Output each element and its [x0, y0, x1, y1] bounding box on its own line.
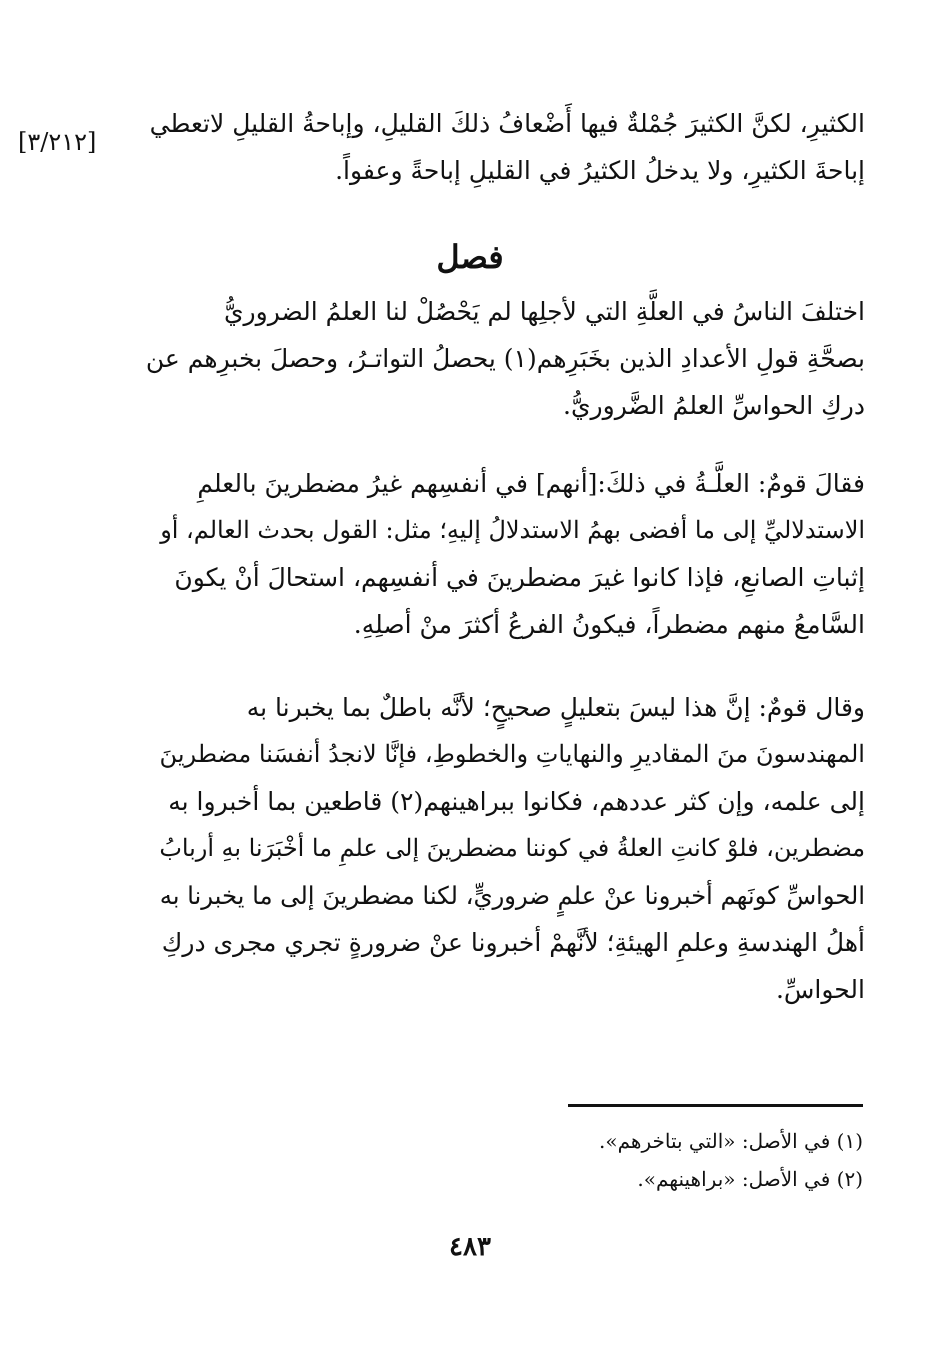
paragraph-3	[145, 684, 865, 1013]
text-line: دركِ الحواسِّ العلمُ الضَّروريُّ.	[563, 391, 865, 420]
text-line: وقال قومٌ: إنَّ هذا ليسَ بتعليلٍ صحيحٍ؛ لأنَّه باطلٌ بما يخبرنا به	[246, 693, 865, 722]
opening-paragraph	[145, 100, 865, 194]
text-line: بصحَّةِ قولِ الأعدادِ الذين بخَبَرِهم(١) يحصلُ التواتـرُ، وحصلَ بخبرِهم عن	[145, 344, 865, 373]
text-line: اختلفَ الناسُ في العلَّةِ التي لأجلِها لم يَحْصُلْ لنا العلمُ الضروريُّ	[223, 297, 865, 326]
footnotes	[300, 1122, 863, 1198]
text-line: إلى علمه، وإن كثر عددهم، فكانوا ببراهينهم(٢) قاطعين بما أخبروا به	[168, 787, 865, 816]
page-number: ٤٨٣	[449, 1232, 491, 1262]
footnote-separator	[568, 1104, 863, 1107]
text-line: الكثيرِ، لكنَّ الكثيرَ جُمْلةٌ فيها أَضْعافُ ذلكَ القليلِ، وإباحةُ القليلِ لاتعطي	[149, 109, 865, 138]
text-line: إباحةَ الكثيرِ، ولا يدخلُ الكثيرُ في القليلِ إباحةً وعفواً.	[335, 156, 865, 185]
text-line: الاستدلاليِّ إلى ما أفضى بهمُ الاستدلالُ إليهِ؛ مثل: القول بحدث العالم، أو	[160, 516, 865, 544]
text-line: الحواسِّ كونَهم أخبرونا عنْ علمٍ ضروريٍّ، لكنا مضطرينَ إلى ما يخبرنا به	[159, 881, 865, 910]
footnote-1: (١) في الأصل: «التي بتاخرهم».	[599, 1129, 863, 1153]
paragraph-1	[145, 288, 865, 429]
text-line: مضطرين، فلوْ كانتِ العلةُ في كوننا مضطرينَ إلى علمِ ما أخْبَرَنا بهِ أربابُ	[159, 834, 865, 862]
text-line: إثباتِ الصانعِ، فإذا كانوا غيرَ مضطرينَ في أنفسِهم، استحالَ أنْ يكونَ	[174, 563, 865, 592]
volume-page-reference: [٣/٢١٢]	[18, 128, 97, 156]
text-line: الحواسِّ.	[775, 975, 865, 1004]
text-line: السَّامعُ منهم مضطراً، فيكونُ الفرعُ أكثرَ منْ أصلِهِ.	[353, 610, 865, 639]
section-heading: فصل	[436, 238, 504, 276]
text-line: المهندسونَ منَ المقاديرِ والنهاياتِ والخطوطِ، فإنَّا لانجدُ أنفسَنا مضطرينَ	[159, 740, 865, 768]
text-line: أهلُ الهندسةِ وعلمِ الهيئةِ؛ لأنَّهمْ أخبرونا عنْ ضرورةٍ تجري مجرى دركِ	[161, 928, 865, 957]
footnote-2: (٢) في الأصل: «براهينهم».	[637, 1167, 863, 1191]
paragraph-2	[145, 460, 865, 648]
text-line: فقالَ قومٌ: العلَّـةُ في ذلكَ:[أنهم] في أنفسِهم غيرُ مضطرينَ بالعلمِ	[197, 469, 865, 498]
